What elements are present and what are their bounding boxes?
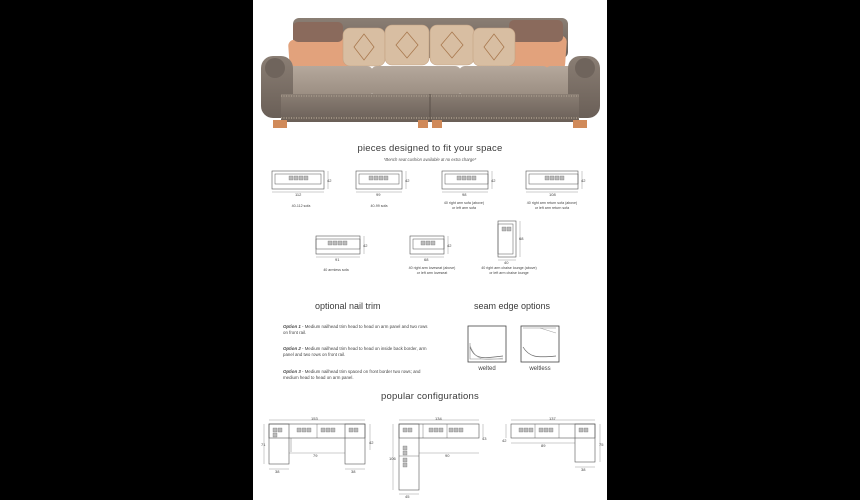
- svg-text:38: 38: [581, 467, 586, 472]
- configs-title: popular configurations: [381, 391, 479, 402]
- svg-text:42: 42: [405, 178, 410, 183]
- svg-text:68: 68: [519, 236, 524, 241]
- svg-text:42: 42: [369, 440, 374, 445]
- svg-text:68: 68: [424, 257, 429, 262]
- svg-text:112: 112: [295, 192, 302, 197]
- config-diagram-1: [261, 416, 379, 478]
- seam-weltless-label: weltless: [529, 366, 551, 372]
- svg-text:45: 45: [405, 494, 410, 499]
- piece-caption-1: 40-112 sofa: [291, 204, 311, 208]
- svg-text:43: 43: [482, 436, 487, 441]
- seam-welted-label: welted: [478, 366, 496, 372]
- svg-text:91: 91: [335, 257, 340, 262]
- svg-text:38: 38: [275, 469, 280, 474]
- piece-caption-7: 40 right arm chaise lounge (above) or left arm chaise lounge: [481, 266, 537, 275]
- svg-text:99: 99: [376, 192, 381, 197]
- nail-option-3: Option 3 - Medium nailhead trim spaced on front border two rows; and medium head to head on arm panel.: [283, 369, 421, 381]
- sofa-photo: [253, 0, 607, 135]
- piece-caption-3: 40 right arm sofa (above) or left arm sofa: [443, 201, 485, 210]
- config-diagram-3: [501, 416, 605, 476]
- svg-text:89: 89: [541, 443, 546, 448]
- piece-diagram-5: [315, 235, 371, 261]
- piece-diagram-6: [409, 235, 455, 261]
- svg-text:42: 42: [447, 243, 452, 248]
- seam-edge-title: seam edge options: [474, 301, 551, 311]
- svg-text:90: 90: [445, 453, 450, 458]
- pieces-note: *Bench seat cushion available at no extra charge*: [383, 157, 477, 162]
- svg-text:42: 42: [491, 178, 496, 183]
- svg-text:153: 153: [311, 416, 318, 421]
- svg-text:134: 134: [435, 416, 442, 421]
- seam-welted-diagram: [467, 325, 509, 365]
- seam-weltless-diagram: [520, 325, 562, 365]
- nail-option-1: Option 1 - Medium nailhead trim head to head on arm panel and two rows on front rail.: [283, 324, 428, 336]
- piece-diagram-4: [525, 170, 587, 196]
- svg-text:42: 42: [363, 243, 368, 248]
- nail-trim-title: optional nail trim: [315, 301, 381, 311]
- svg-text:106: 106: [389, 456, 396, 461]
- svg-text:38: 38: [351, 469, 356, 474]
- piece-diagram-2: [355, 170, 411, 196]
- svg-text:108: 108: [549, 192, 556, 197]
- svg-text:42: 42: [327, 178, 332, 183]
- piece-caption-6: 40 right arm loveseat (above) or left arm loveseat: [408, 266, 456, 275]
- svg-text:137: 137: [549, 416, 556, 421]
- svg-text:42: 42: [581, 178, 586, 183]
- piece-caption-2: 40-99 sofa: [370, 204, 388, 208]
- svg-text:71: 71: [261, 442, 266, 447]
- piece-caption-4: 40 right arm return sofa (above) or left arm return sofa: [526, 201, 578, 210]
- svg-text:79: 79: [313, 453, 318, 458]
- piece-caption-5: 40 armless sofa: [323, 268, 349, 272]
- svg-text:40: 40: [504, 260, 509, 265]
- svg-text:75: 75: [599, 442, 604, 447]
- catalog-page: [253, 0, 607, 500]
- svg-text:98: 98: [462, 192, 467, 197]
- piece-diagram-1: [271, 170, 331, 196]
- pieces-title: pieces designed to fit your space: [357, 143, 503, 154]
- piece-diagram-7: [497, 220, 527, 264]
- piece-diagram-3: [441, 170, 497, 196]
- config-diagram-2: [389, 416, 489, 500]
- svg-text:42: 42: [502, 438, 507, 443]
- nail-option-2: Option 2 - Medium nailhead trim head to head on inside back border, arm panel and two rows on front rail.: [283, 346, 427, 358]
